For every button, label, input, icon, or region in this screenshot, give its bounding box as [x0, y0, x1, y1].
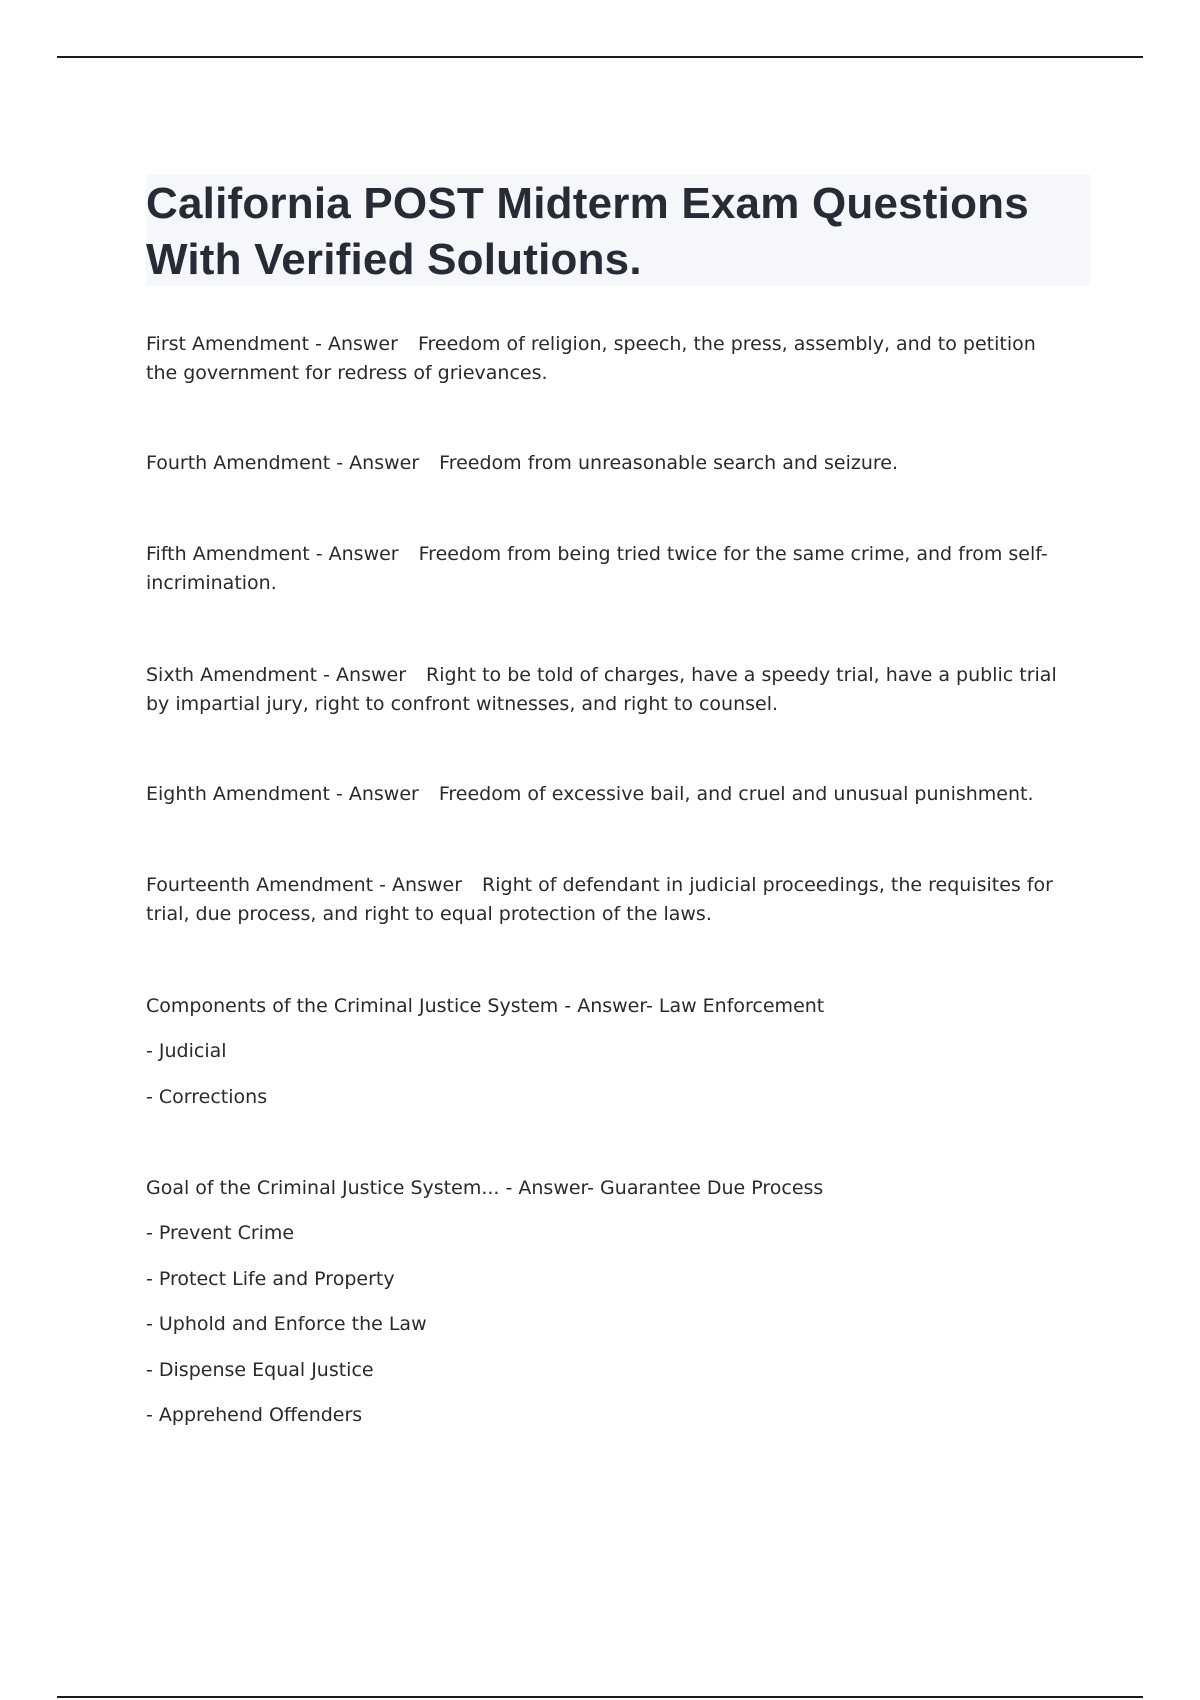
bottom-rule [57, 1696, 1143, 1698]
qa-question: Eighth Amendment - Answer [146, 783, 419, 805]
title-block [146, 174, 1090, 286]
list-item: - Protect Life and Property [146, 1268, 395, 1290]
qa-answer: Freedom of religion, speech, the press, assembly, and to petition the government for redress of grievances. [146, 333, 1036, 384]
qa-item [146, 330, 1066, 388]
qa-question: Fourth Amendment - Answer [146, 452, 420, 474]
qa-question: Sixth Amendment - Answer [146, 664, 407, 686]
list-item: - Prevent Crime [146, 1222, 295, 1244]
qa-answer: Freedom from being tried twice for the same crime, and from self-incrimination. [146, 543, 1048, 594]
qa-question: First Amendment - Answer [146, 333, 398, 355]
qa-answer: - Law Enforcement [645, 995, 825, 1017]
list-item: - Apprehend Offenders [146, 1404, 363, 1426]
qa-item [146, 871, 1066, 929]
qa-question: Components of the Criminal Justice System - Answer [146, 995, 646, 1017]
qa-question: Fifth Amendment - Answer [146, 543, 399, 565]
qa-answer: Right to be told of charges, have a speedy trial, have a public trial by impartial jury, right to confront witnesses, and right to counsel. [146, 664, 1057, 715]
qa-answer: Freedom from unreasonable search and seizure. [439, 452, 899, 474]
qa-answer: Right of defendant in judicial proceedings, the requisites for trial, due process, and right to equal protection of the laws. [146, 874, 1053, 925]
list-item: - Dispense Equal Justice [146, 1359, 374, 1381]
qa-item [146, 1174, 823, 1203]
qa-question: Goal of the Criminal Justice System... - Answer [146, 1177, 588, 1199]
qa-answer: Freedom of excessive bail, and cruel and unusual punishment. [438, 783, 1034, 805]
qa-item [146, 449, 1066, 478]
list-item: - Corrections [146, 1086, 268, 1108]
qa-question: Fourteenth Amendment - Answer [146, 874, 463, 896]
qa-answer: - Guarantee Due Process [587, 1177, 824, 1199]
qa-item [146, 540, 1066, 598]
page-title: California POST Midterm Exam Questions With Verified Solutions. [146, 179, 1029, 284]
qa-item [146, 992, 824, 1021]
top-rule [57, 56, 1143, 58]
list-item: - Judicial [146, 1040, 227, 1062]
qa-item [146, 780, 1066, 809]
list-item: - Uphold and Enforce the Law [146, 1313, 427, 1335]
qa-item [146, 661, 1066, 719]
